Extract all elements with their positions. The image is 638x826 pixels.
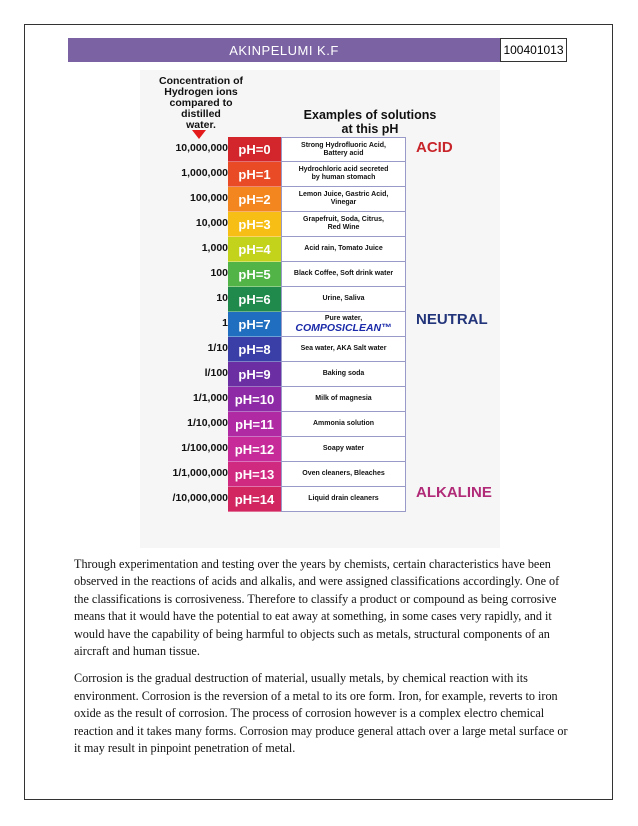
example-cell bbox=[281, 412, 406, 437]
example-text: Strong Hydrofluoric Acid, bbox=[301, 141, 386, 149]
example-text: Grapefruit, Soda, Citrus, bbox=[303, 216, 384, 223]
ph-label: pH=3 bbox=[228, 212, 281, 237]
example-cell bbox=[281, 137, 406, 162]
example-text: Baking soda bbox=[322, 370, 365, 377]
ph-label: pH=9 bbox=[228, 362, 281, 387]
paragraph: Corrosion is the gradual destruction of material, usually metals, by chemical reaction with its environment. Corrosion is the reversion of a metal to its ore form. Iron, for example, reverts to iron oxide as the result of corrosion. The process of corrosion however is a complex electro chemical reaction and it takes many forms. Corrosion may produce general attach over a large metal surface or it may result in pinpoint penetration of metal. bbox=[74, 671, 568, 756]
header-author-bar bbox=[68, 38, 500, 62]
ph-label: pH=11 bbox=[228, 412, 281, 437]
ph-row bbox=[140, 262, 500, 287]
ph-row bbox=[140, 387, 500, 412]
ph-label: pH=1 bbox=[228, 162, 281, 187]
ph-label: pH=2 bbox=[228, 187, 281, 212]
concentration-value: 100 bbox=[210, 267, 228, 279]
example-cell bbox=[281, 337, 406, 362]
example-text: Battery acid bbox=[323, 149, 364, 157]
concentration-value: 1/100,000 bbox=[181, 442, 228, 454]
concentration-value: 1 bbox=[222, 317, 228, 329]
concentration-title-line: distilled bbox=[181, 108, 221, 120]
concentration-value: 1/10,000 bbox=[187, 417, 228, 429]
ph-label: pH=6 bbox=[228, 287, 281, 312]
example-cell bbox=[281, 487, 406, 512]
ph-label: pH=5 bbox=[228, 262, 281, 287]
concentration-value: 1,000,000 bbox=[181, 167, 228, 179]
header-id-box bbox=[500, 38, 567, 62]
examples-title-line: Examples of solutions bbox=[303, 108, 437, 122]
ph-row bbox=[140, 287, 500, 312]
ph-label: pH=4 bbox=[228, 237, 281, 262]
example-cell bbox=[281, 437, 406, 462]
concentration-title-line: Hydrogen ions bbox=[164, 86, 238, 98]
example-text: Urine, Saliva bbox=[322, 295, 365, 302]
example-cell bbox=[281, 462, 406, 487]
ph-row bbox=[140, 412, 500, 437]
example-text: Hydrochloric acid secreted bbox=[298, 166, 389, 173]
ph-row bbox=[140, 212, 500, 237]
example-cell bbox=[281, 187, 406, 212]
example-text: Ammonia solution bbox=[312, 420, 375, 427]
example-text: Acid rain, Tomato Juice bbox=[304, 245, 383, 252]
ph-label: pH=10 bbox=[228, 387, 281, 412]
example-text: Liquid drain cleaners bbox=[308, 495, 379, 502]
example-cell bbox=[281, 237, 406, 262]
category-acid: ACID bbox=[416, 139, 453, 156]
example-text: Milk of magnesia bbox=[315, 395, 372, 402]
ph-scale-chart bbox=[140, 70, 500, 548]
category-alkaline: ALKALINE bbox=[416, 484, 492, 501]
example-text: Lemon Juice, Gastric Acid, bbox=[298, 191, 389, 198]
ph-label: pH=13 bbox=[228, 462, 281, 487]
concentration-value: /10,000,000 bbox=[172, 492, 228, 504]
ph-row bbox=[140, 162, 500, 187]
header-id: 100401013 bbox=[503, 43, 564, 57]
example-text: Sea water, AKA Salt water bbox=[300, 345, 387, 352]
example-cell bbox=[281, 387, 406, 412]
ph-row bbox=[140, 237, 500, 262]
ph-label: pH=7 bbox=[228, 312, 281, 337]
concentration-value: 10 bbox=[216, 292, 228, 304]
paragraph: Through experimentation and testing over the years by chemists, certain characteristics have been observed in the reactions of acids and alkalis, and were assigned classifications accordingly. One of the classifications is corrosiveness. Therefore to classify a product or compound as being corrosive means that it would have the potential to eat away at something, in some cases very rapidly, and it would have the capability of being harmful to objects such as metals, structural components of an aircraft and human tissue. bbox=[74, 557, 560, 659]
concentration-value: 1/1,000 bbox=[192, 392, 228, 404]
example-text: Soapy water bbox=[322, 445, 365, 452]
brand-text: COMPOSICLEAN™ bbox=[295, 321, 392, 334]
ph-label: pH=12 bbox=[228, 437, 281, 462]
example-cell bbox=[281, 162, 406, 187]
concentration-value: 10,000,000 bbox=[175, 142, 228, 154]
examples-title bbox=[240, 108, 500, 136]
ph-label: pH=14 bbox=[228, 487, 281, 512]
concentration-value: 1,000 bbox=[201, 242, 228, 254]
ph-label: pH=8 bbox=[228, 337, 281, 362]
example-cell bbox=[281, 312, 406, 337]
example-text: Black Coffee, Soft drink water bbox=[293, 270, 394, 277]
example-cell bbox=[281, 212, 406, 237]
example-text: Red Wine bbox=[327, 224, 360, 231]
ph-row bbox=[140, 187, 500, 212]
ph-row bbox=[140, 437, 500, 462]
concentration-value: 10,000 bbox=[195, 217, 228, 229]
concentration-title-line: water. bbox=[186, 119, 216, 131]
example-text: Vinegar bbox=[330, 199, 357, 206]
concentration-title-line: compared to bbox=[169, 97, 233, 109]
concentration-value: 1/1,000,000 bbox=[172, 467, 228, 479]
example-text: by human stomach bbox=[311, 174, 376, 181]
example-cell bbox=[281, 287, 406, 312]
concentration-value: 100,000 bbox=[190, 192, 228, 204]
concentration-value: 1/10 bbox=[207, 342, 228, 354]
body-text bbox=[74, 556, 568, 767]
examples-title-line: at this pH bbox=[341, 122, 399, 136]
example-cell bbox=[281, 262, 406, 287]
ph-label: pH=0 bbox=[228, 137, 281, 162]
example-text: Pure water, bbox=[324, 314, 363, 322]
header-author: AKINPELUMI K.F bbox=[229, 42, 339, 58]
ph-row bbox=[140, 337, 500, 362]
ph-row bbox=[140, 362, 500, 387]
category-neutral: NEUTRAL bbox=[416, 311, 488, 328]
example-cell bbox=[281, 362, 406, 387]
example-text: Oven cleaners, Bleaches bbox=[302, 470, 385, 477]
concentration-value: l/100 bbox=[204, 367, 228, 379]
concentration-title-line: Concentration of bbox=[159, 75, 243, 87]
